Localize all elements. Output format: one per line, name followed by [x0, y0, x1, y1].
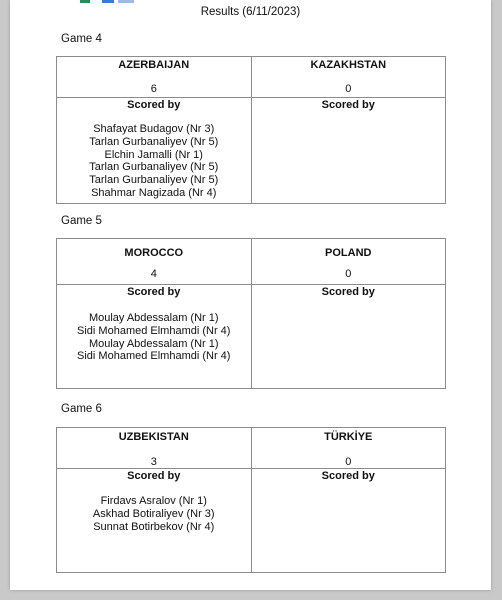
team-name: AZERBAIJAN: [118, 59, 190, 71]
scorer: Moulay Abdessalam (Nr 1): [88, 312, 219, 324]
scorer: Sidi Mohamed Elmhamdi (Nr 4): [77, 350, 231, 363]
scorer: Elchin Jamalli (Nr 1): [104, 148, 203, 161]
scored-by-label: Scored by: [127, 286, 181, 298]
scored-by-label: Scored by: [127, 470, 181, 482]
away-team-cell: [251, 239, 446, 285]
home-scorers-cell: [57, 285, 252, 389]
match-table: [56, 238, 446, 389]
scorers-row: [57, 285, 446, 389]
scored-by-label: Scored by: [321, 99, 375, 111]
document-title: Results (6/11/2023): [200, 6, 301, 18]
team-score: 0: [345, 456, 352, 468]
scorer-list: [57, 123, 251, 200]
scorer: Shahmar Nagizada (Nr 4): [91, 186, 217, 199]
away-scorers-cell: [251, 285, 446, 389]
team-name: KAZAKHSTAN: [310, 59, 387, 71]
scorer: Tarlan Gurbanaliyev (Nr 5): [89, 135, 219, 148]
home-team-cell: [57, 239, 252, 285]
scorer-list: [57, 312, 251, 363]
team-score: 6: [150, 83, 157, 95]
document-page: [10, 0, 491, 590]
scorers-row: [57, 469, 446, 573]
match-table: [56, 427, 446, 573]
scorer: Tarlan Gurbanaliyev (Nr 5): [89, 174, 219, 187]
scored-by-label: Scored by: [321, 286, 375, 298]
scorers-row: [57, 98, 446, 204]
scorer-list: [57, 495, 251, 533]
team-score: 0: [345, 83, 352, 95]
logo-bar: [118, 0, 134, 3]
team-name: POLAND: [325, 247, 372, 259]
logo-bar: [102, 0, 114, 3]
away-team-cell: [251, 428, 446, 469]
scored-by-label: Scored by: [321, 470, 375, 482]
scorer: Shafayat Budagov (Nr 3): [93, 123, 215, 135]
team-name: UZBEKISTAN: [118, 431, 189, 443]
away-scorers-cell: [251, 98, 446, 204]
team-name: MOROCCO: [124, 247, 184, 259]
home-scorers-cell: [57, 469, 252, 573]
game-label: Game 4: [61, 33, 102, 45]
scorer: Tarlan Gurbanaliyev (Nr 5): [89, 161, 219, 174]
team-score: 0: [345, 268, 352, 280]
home-scorers-cell: [57, 98, 252, 204]
game-label: Game 6: [61, 403, 102, 415]
scorer: Sunnat Botirbekov (Nr 4): [93, 520, 215, 533]
away-team-cell: [251, 57, 446, 98]
team-score: 4: [150, 268, 157, 280]
away-scorers-cell: [251, 469, 446, 573]
home-team-cell: [57, 57, 252, 98]
teams-row: [57, 428, 446, 469]
scorer: Askhad Botiraliyev (Nr 3): [92, 507, 215, 520]
logo-fragment: [80, 0, 135, 3]
match-table: [56, 56, 446, 204]
logo-bar: [80, 0, 90, 3]
scorer: Firdavs Asralov (Nr 1): [100, 495, 207, 507]
home-team-cell: [57, 428, 252, 469]
scorer: Moulay Abdessalam (Nr 1): [88, 337, 219, 350]
teams-row: [57, 239, 446, 285]
team-score: 3: [150, 456, 157, 468]
scored-by-label: Scored by: [127, 99, 181, 111]
team-name: TÜRKİYE: [324, 431, 373, 443]
teams-row: [57, 57, 446, 98]
scorer: Sidi Mohamed Elmhamdi (Nr 4): [77, 324, 231, 337]
game-label: Game 5: [61, 215, 102, 227]
